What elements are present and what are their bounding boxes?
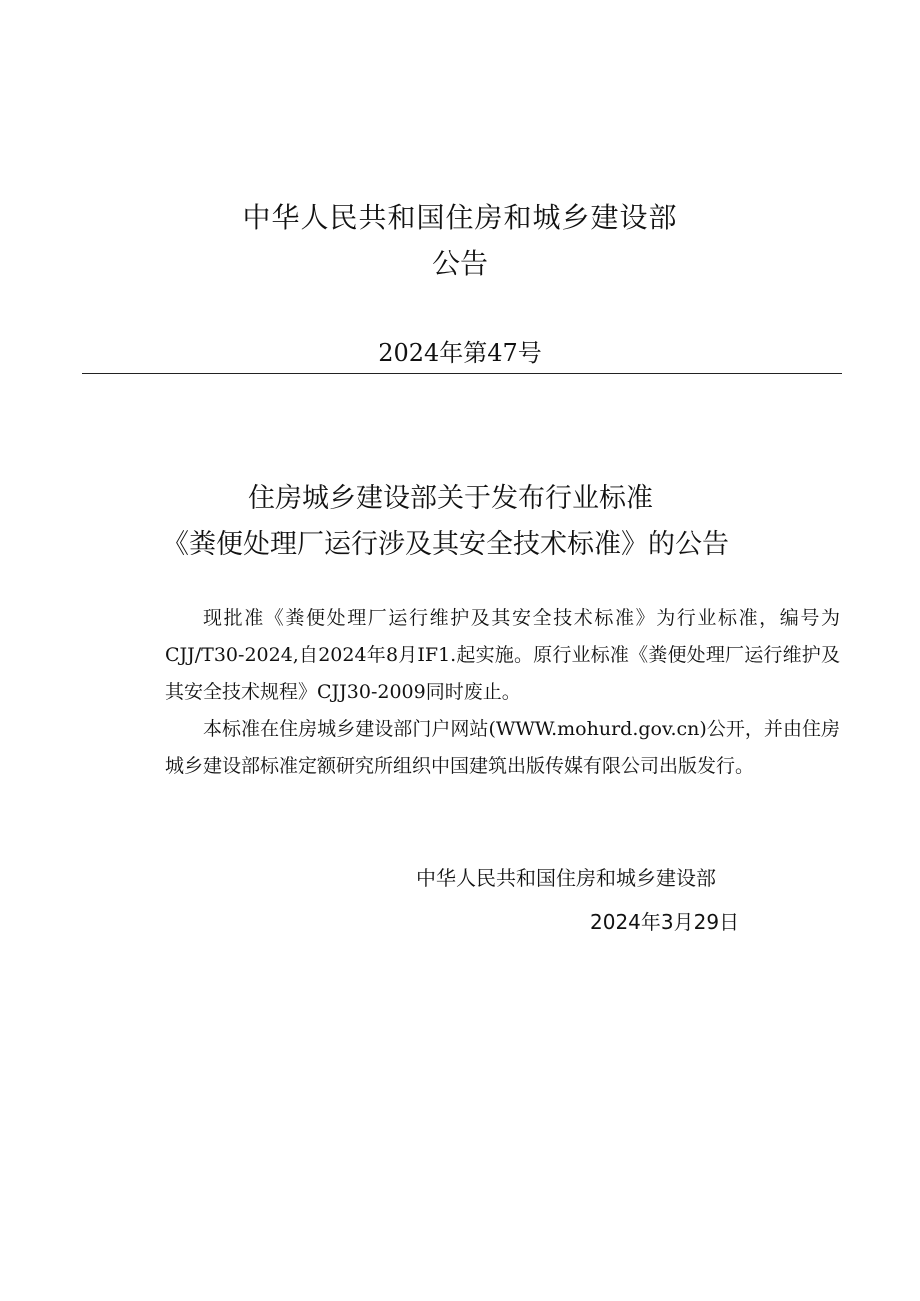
- issuer-heading: 中华人民共和国住房和城乡建设部: [242, 201, 678, 234]
- announcement-title: [140, 476, 840, 568]
- body-paragraph-1: 现批准《粪便处理厂运行维护及其安全技术标准》为行业标准，编号为CJJ/T30-2024,自2024年8月IF1.起实施。原行业标准《粪便处理厂运行维护及其安全技术规程》CJJ30-2009同时废止。: [165, 607, 840, 703]
- signature-issuer: 中华人民共和国住房和城乡建设部: [416, 866, 716, 890]
- announcement-body: [165, 600, 840, 785]
- signature-date: 2024年3月29日: [590, 910, 740, 934]
- header-divider: [82, 373, 842, 374]
- document-type-heading: 公告: [431, 247, 488, 280]
- document-number: 2024年第47号: [378, 339, 542, 367]
- announcement-title-line-1: 住房城乡建设部关于发布行业标准: [248, 483, 653, 514]
- announcement-title-line-2: 《粪便处理厂运行涉及其安全技术标准》的公告: [162, 529, 729, 560]
- body-paragraph-2: 本标准在住房城乡建设部门户网站(WWW.mohurd.gov.cn)公开，并由住房城乡建设部标准定额研究所组织中国建筑出版传媒有限公司出版发行。: [165, 718, 840, 777]
